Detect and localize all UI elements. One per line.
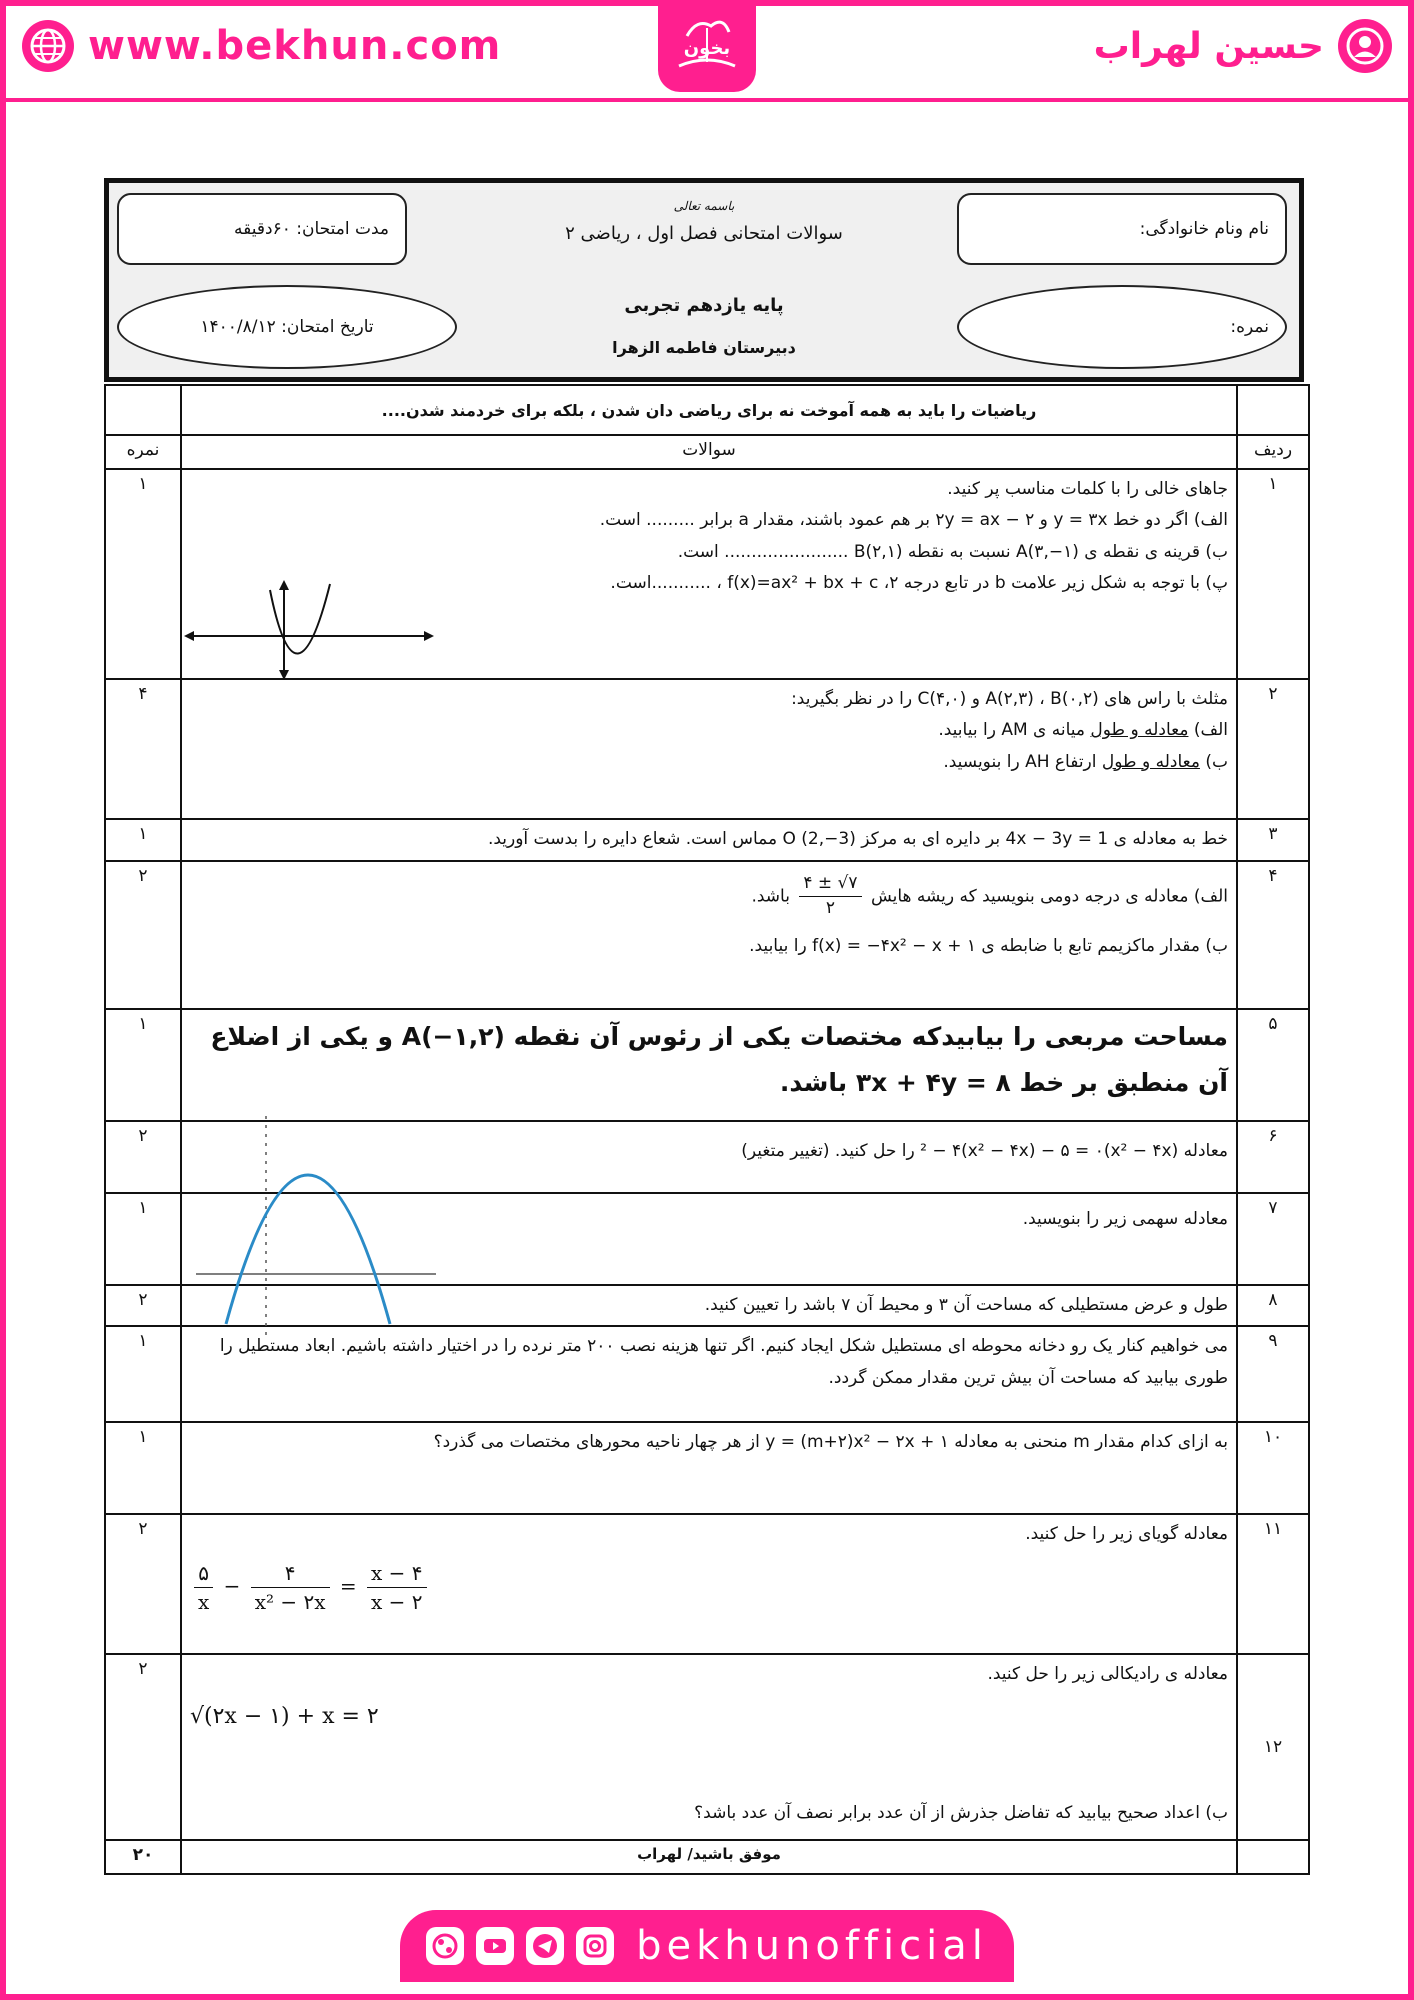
question-row-10	[105, 1422, 1309, 1514]
q1-intro: جاهای خالی را با کلمات مناسب پر کنید.	[947, 479, 1228, 499]
col-questions-header: سوالات	[181, 435, 1237, 469]
exam-title: سوالات امتحانی فصل اول ، ریاضی ۲	[565, 223, 843, 244]
question-row-6	[105, 1121, 1309, 1193]
duration-label: مدت امتحان: ۶۰دقیقه	[234, 219, 389, 239]
q1-part-a: الف) اگر دو خط y = ۳x و ۲y = ax − ۲ بر هم عمود باشند، مقدار a برابر ......... است.	[599, 510, 1228, 531]
question-number: ۵	[1237, 1009, 1309, 1121]
question-score: ۱	[105, 1009, 181, 1121]
question-score: ۱	[105, 1193, 181, 1285]
q12-intro: معادله ی رادیکالی زیر را حل کنید.	[987, 1664, 1228, 1685]
brand-logo[interactable]	[658, 0, 756, 92]
score-field[interactable]	[957, 285, 1287, 369]
svg-text:بخون: بخون	[683, 38, 731, 59]
total-score: ۲۰	[105, 1840, 181, 1874]
question-body: طول و عرض مستطیلی که مساحت آن ۳ و محیط آن ۷ باشد را تعیین کنید.	[181, 1285, 1237, 1326]
question-row-5	[105, 1009, 1309, 1121]
question-body: مساحت مربعی را بیابیدکه مختصات یکی از رئوس آن نقطه A(−۱,۲) و یکی از اضلاع آن منطبق بر خط ۳x + ۴y = ۸ باشد.	[181, 1009, 1237, 1121]
question-body	[181, 1514, 1237, 1654]
author-badge	[1094, 18, 1392, 74]
score-label: نمره:	[1230, 317, 1269, 337]
duration-box	[117, 193, 407, 265]
question-number: ۱۲	[1237, 1654, 1309, 1840]
school-name: دبیرستان فاطمه الزهرا	[612, 338, 796, 357]
question-number: ۹	[1237, 1326, 1309, 1422]
parabola-graph-large	[196, 1116, 436, 1346]
col-row-header: ردیف	[1237, 435, 1309, 469]
book-logo-icon	[667, 6, 747, 86]
question-body: معادله (x² − ۴x)² − ۴(x² − ۴x) − ۵ = ۰ را حل کنید. (تغییر متغیر)	[181, 1121, 1237, 1193]
aparat-icon[interactable]	[426, 1927, 464, 1965]
social-handle: bekhunofficial	[636, 1923, 988, 1969]
instagram-icon[interactable]	[576, 1927, 614, 1965]
q2-part-b: ب) معادله و طول ارتفاع AH را بنویسید.	[943, 751, 1228, 772]
question-body	[181, 861, 1237, 1009]
author-name: حسین لهراب	[1093, 25, 1324, 67]
question-body	[181, 1654, 1237, 1840]
question-score: ۱	[105, 819, 181, 861]
q11-intro: معادله گویای زیر را حل کنید.	[1025, 1524, 1228, 1545]
motto-row	[105, 385, 1309, 435]
question-body: به ازای کدام مقدار m منحنی به معادله y = (m+۲)x² − ۲x + ۱ از هر چهار ناحیه محورهای مختصات می گذرد؟	[181, 1422, 1237, 1514]
question-row-11	[105, 1514, 1309, 1654]
question-body	[181, 469, 1237, 679]
top-bar	[0, 0, 1414, 100]
question-number: ۱	[1237, 469, 1309, 679]
q4-part-b: ب) مقدار ماکزیمم تابع با ضابطه ی f(x) = −۴x² − x + ۱ را بیابید.	[749, 935, 1228, 956]
date-box	[117, 285, 457, 369]
bismillah: باسمه تعالی	[673, 199, 735, 213]
header-row	[105, 435, 1309, 469]
q4-part-a: الف) معادله ی درجه دومی بنویسید که ریشه هایش $\frac{۴ \pm √۷}{۲}$ باشد.	[190, 866, 1228, 921]
question-number: ۸	[1237, 1285, 1309, 1326]
question-row-12	[105, 1654, 1309, 1840]
question-row-2	[105, 679, 1309, 819]
question-number: ۷	[1237, 1193, 1309, 1285]
person-icon	[1338, 19, 1392, 73]
exam-header	[104, 178, 1304, 382]
question-number: ۶	[1237, 1121, 1309, 1193]
question-score: ۱	[105, 1422, 181, 1514]
question-score: ۲	[105, 861, 181, 1009]
question-body: معادله سهمی زیر را بنویسید.	[181, 1193, 1237, 1285]
q12-equation: √(۲x − ۱) + x = ۲	[190, 1703, 379, 1729]
question-body: خط به معادله ی 4x − 3y = 1 بر دایره ای به مرکز O (2,−3) مماس است. شعاع دایره را بدست آورید.	[181, 819, 1237, 861]
social-bar	[400, 1910, 1014, 1982]
question-number: ۱۰	[1237, 1422, 1309, 1514]
name-field[interactable]	[957, 193, 1287, 265]
question-score: ۲	[105, 1121, 181, 1193]
date-label: تاریخ امتحان: ۱۴۰۰/۸/۱۲	[200, 317, 374, 337]
motto: ریاضیات را باید به همه آموخت نه برای ریاضی دان شدن ، بلکه برای خردمند شدن....	[181, 385, 1237, 435]
q11-equation: $\frac{۵}{x}$ − $\frac{۴}{\text{x² − ۲x}}$ = $\frac{x - ۴}{x - ۲}$	[190, 1559, 1228, 1616]
top-divider	[0, 98, 1414, 102]
globe-icon	[22, 20, 74, 72]
col-score-header: نمره	[105, 435, 181, 469]
name-label: نام ونام خانوادگی:	[1139, 219, 1269, 239]
question-score: ۲	[105, 1514, 181, 1654]
site-link[interactable]	[22, 18, 501, 74]
question-number: ۴	[1237, 861, 1309, 1009]
youtube-icon[interactable]	[476, 1927, 514, 1965]
q2-part-a: الف) معادله و طول میانه ی AM را بیابید.	[938, 720, 1228, 741]
site-url: www.bekhun.com	[88, 23, 502, 69]
question-row-4	[105, 861, 1309, 1009]
q2-intro: مثلث با راس های A(۲,۳) ، B(۰,۲) و C(۴,۰) را در نظر بگیرید:	[791, 689, 1228, 709]
q1-part-b: ب) قرینه ی نقطه ی A(۳,−۱) نسبت به نقطه B(۲,۱) ....................... است.	[677, 541, 1228, 562]
exam-grade: پایه یازدهم تجربی	[624, 295, 784, 316]
question-score: ۱	[105, 1326, 181, 1422]
question-number: ۲	[1237, 679, 1309, 819]
telegram-icon[interactable]	[526, 1927, 564, 1965]
question-score: ۲	[105, 1285, 181, 1326]
question-body: می خواهیم کنار یک رو دخانه محوطه ای مستطیل شکل ایجاد کنیم. اگر تنها هزینه نصب ۲۰۰ متر نرده را در اختیار داشته باشیم. ابعاد مستطیل را طوری بیابید که مساحت آن بیش ترین مقدار ممکن گردد.	[181, 1326, 1237, 1422]
question-number: ۳	[1237, 819, 1309, 861]
question-score: ۱	[105, 469, 181, 679]
q4-fraction: $\frac{۴ \pm √۷}{۲}$	[799, 872, 861, 921]
q1-part-c: پ) با توجه به شکل زیر علامت b در تابع درجه ۲، f(x)=ax² + bx + c ، ...........است.	[610, 573, 1228, 594]
question-score: ۲	[105, 1654, 181, 1840]
footer-note: موفق باشید/ لهراب	[181, 1840, 1237, 1874]
question-number: ۱۱	[1237, 1514, 1309, 1654]
q12-part-b: ب) اعداد صحیح بیابید که تفاضل جذرش از آن عدد برابر نصف آن عدد باشد؟	[694, 1802, 1228, 1823]
exam-table	[104, 384, 1310, 1875]
footer-row	[105, 1840, 1309, 1874]
question-row-1	[105, 469, 1309, 679]
question-row-3	[105, 819, 1309, 861]
question-score: ۴	[105, 679, 181, 819]
question-body	[181, 679, 1237, 819]
parabola-graph-small	[184, 580, 434, 680]
